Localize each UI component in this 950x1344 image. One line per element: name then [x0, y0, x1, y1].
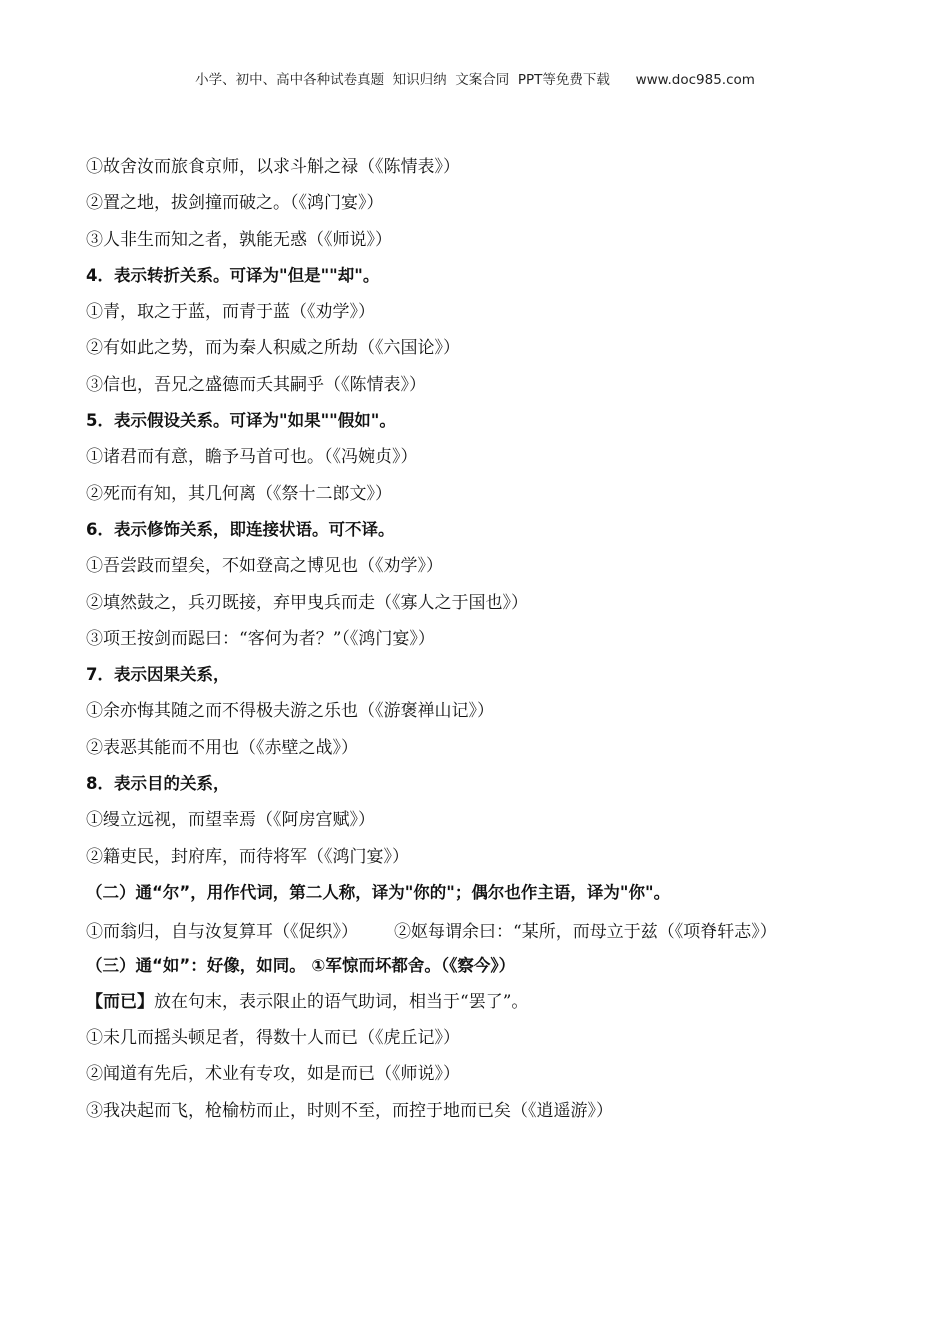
example-line: ②有如此之势，而为秦人积威之所劫（《六国论》） — [86, 338, 460, 359]
document-body — [86, 152, 876, 1132]
example-line: ②死而有知，其几何离（《祭十二郎文》） — [86, 483, 392, 504]
example-text: ①而翁归，自与汝复算耳（《促织》） — [86, 922, 358, 943]
example-line: ③人非生而知之者，孰能无惑（《师说》） — [86, 229, 392, 250]
example-line: ②置之地，拔剑撞而破之。（《鸿门宴》） — [86, 193, 384, 214]
example-line: ①青，取之于蓝，而青于蓝（《劝学》） — [86, 302, 375, 323]
example-line: ①未几而摇头顿足者，得数十人而已（《虎丘记》） — [86, 1028, 460, 1049]
example-line: ②填然鼓之，兵刃既接，弃甲曳兵而走（《寡人之于国也》） — [86, 592, 528, 613]
example-line: ②表恶其能而不用也（《赤壁之战》） — [86, 737, 358, 758]
example-line: ③信也，吾兄之盛德而夭其嗣乎（《陈情表》） — [86, 374, 426, 395]
example-text: ②妪每谓余曰：“某所，而母立于兹（《项脊轩志》） — [394, 922, 777, 943]
term-tag: 【而已】 — [86, 991, 154, 1012]
example-line: ①余亦悔其随之而不得极夫游之乐也（《游褒禅山记》） — [86, 701, 494, 722]
section-heading: 7．表示因果关系， — [86, 665, 230, 685]
section-heading: （二）通“尔”，用作代词，第二人称，译为"你的"；偶尔也作主语，译为"你"。 — [86, 882, 671, 902]
page-header: 小学、初中、高中各种试卷真题 知识归纳 文案合同 PPT等免费下载 www.doc985.com — [195, 72, 755, 88]
example-line: ②籍吏民，封府库，而待将军（《鸿门宴》） — [86, 846, 409, 867]
example-line: ②闻道有先后，术业有专攻，如是而已（《师说》） — [86, 1064, 460, 1085]
example-line: ①诸君而有意，瞻予马首可也。（《冯婉贞》） — [86, 447, 418, 468]
section-heading: （三）通“如”：好像，如同。 ①军惊而坏都舍。（《察今》） — [86, 955, 516, 975]
example-line: ③项王按剑而跽曰：“客何为者？”（《鸿门宴》） — [86, 628, 435, 649]
section-heading: 6．表示修饰关系，即连接状语。可不译。 — [86, 519, 395, 539]
example-line: ①缦立远视，而望幸焉（《阿房宫赋》） — [86, 810, 375, 831]
section-heading: 5．表示假设关系。可译为"如果""假如"。 — [86, 411, 396, 431]
section-heading: 4．表示转折关系。可译为"但是""却"。 — [86, 265, 380, 285]
term-definition: 放在句末，表示限止的语气助词，相当于“罢了”。 — [154, 991, 529, 1012]
example-line: ①吾尝跂而望矣，不如登高之博见也（《劝学》） — [86, 556, 443, 577]
section-heading: 8．表示目的关系， — [86, 774, 230, 794]
example-line: ①故舍汝而旅食京师，以求斗斛之禄（《陈情表》） — [86, 157, 460, 177]
term-definition-line — [86, 987, 876, 1023]
example-line: ③我决起而飞，枪榆枋而止，时则不至，而控于地而已矣（《逍遥游》） — [86, 1100, 613, 1121]
example-line — [86, 914, 876, 950]
